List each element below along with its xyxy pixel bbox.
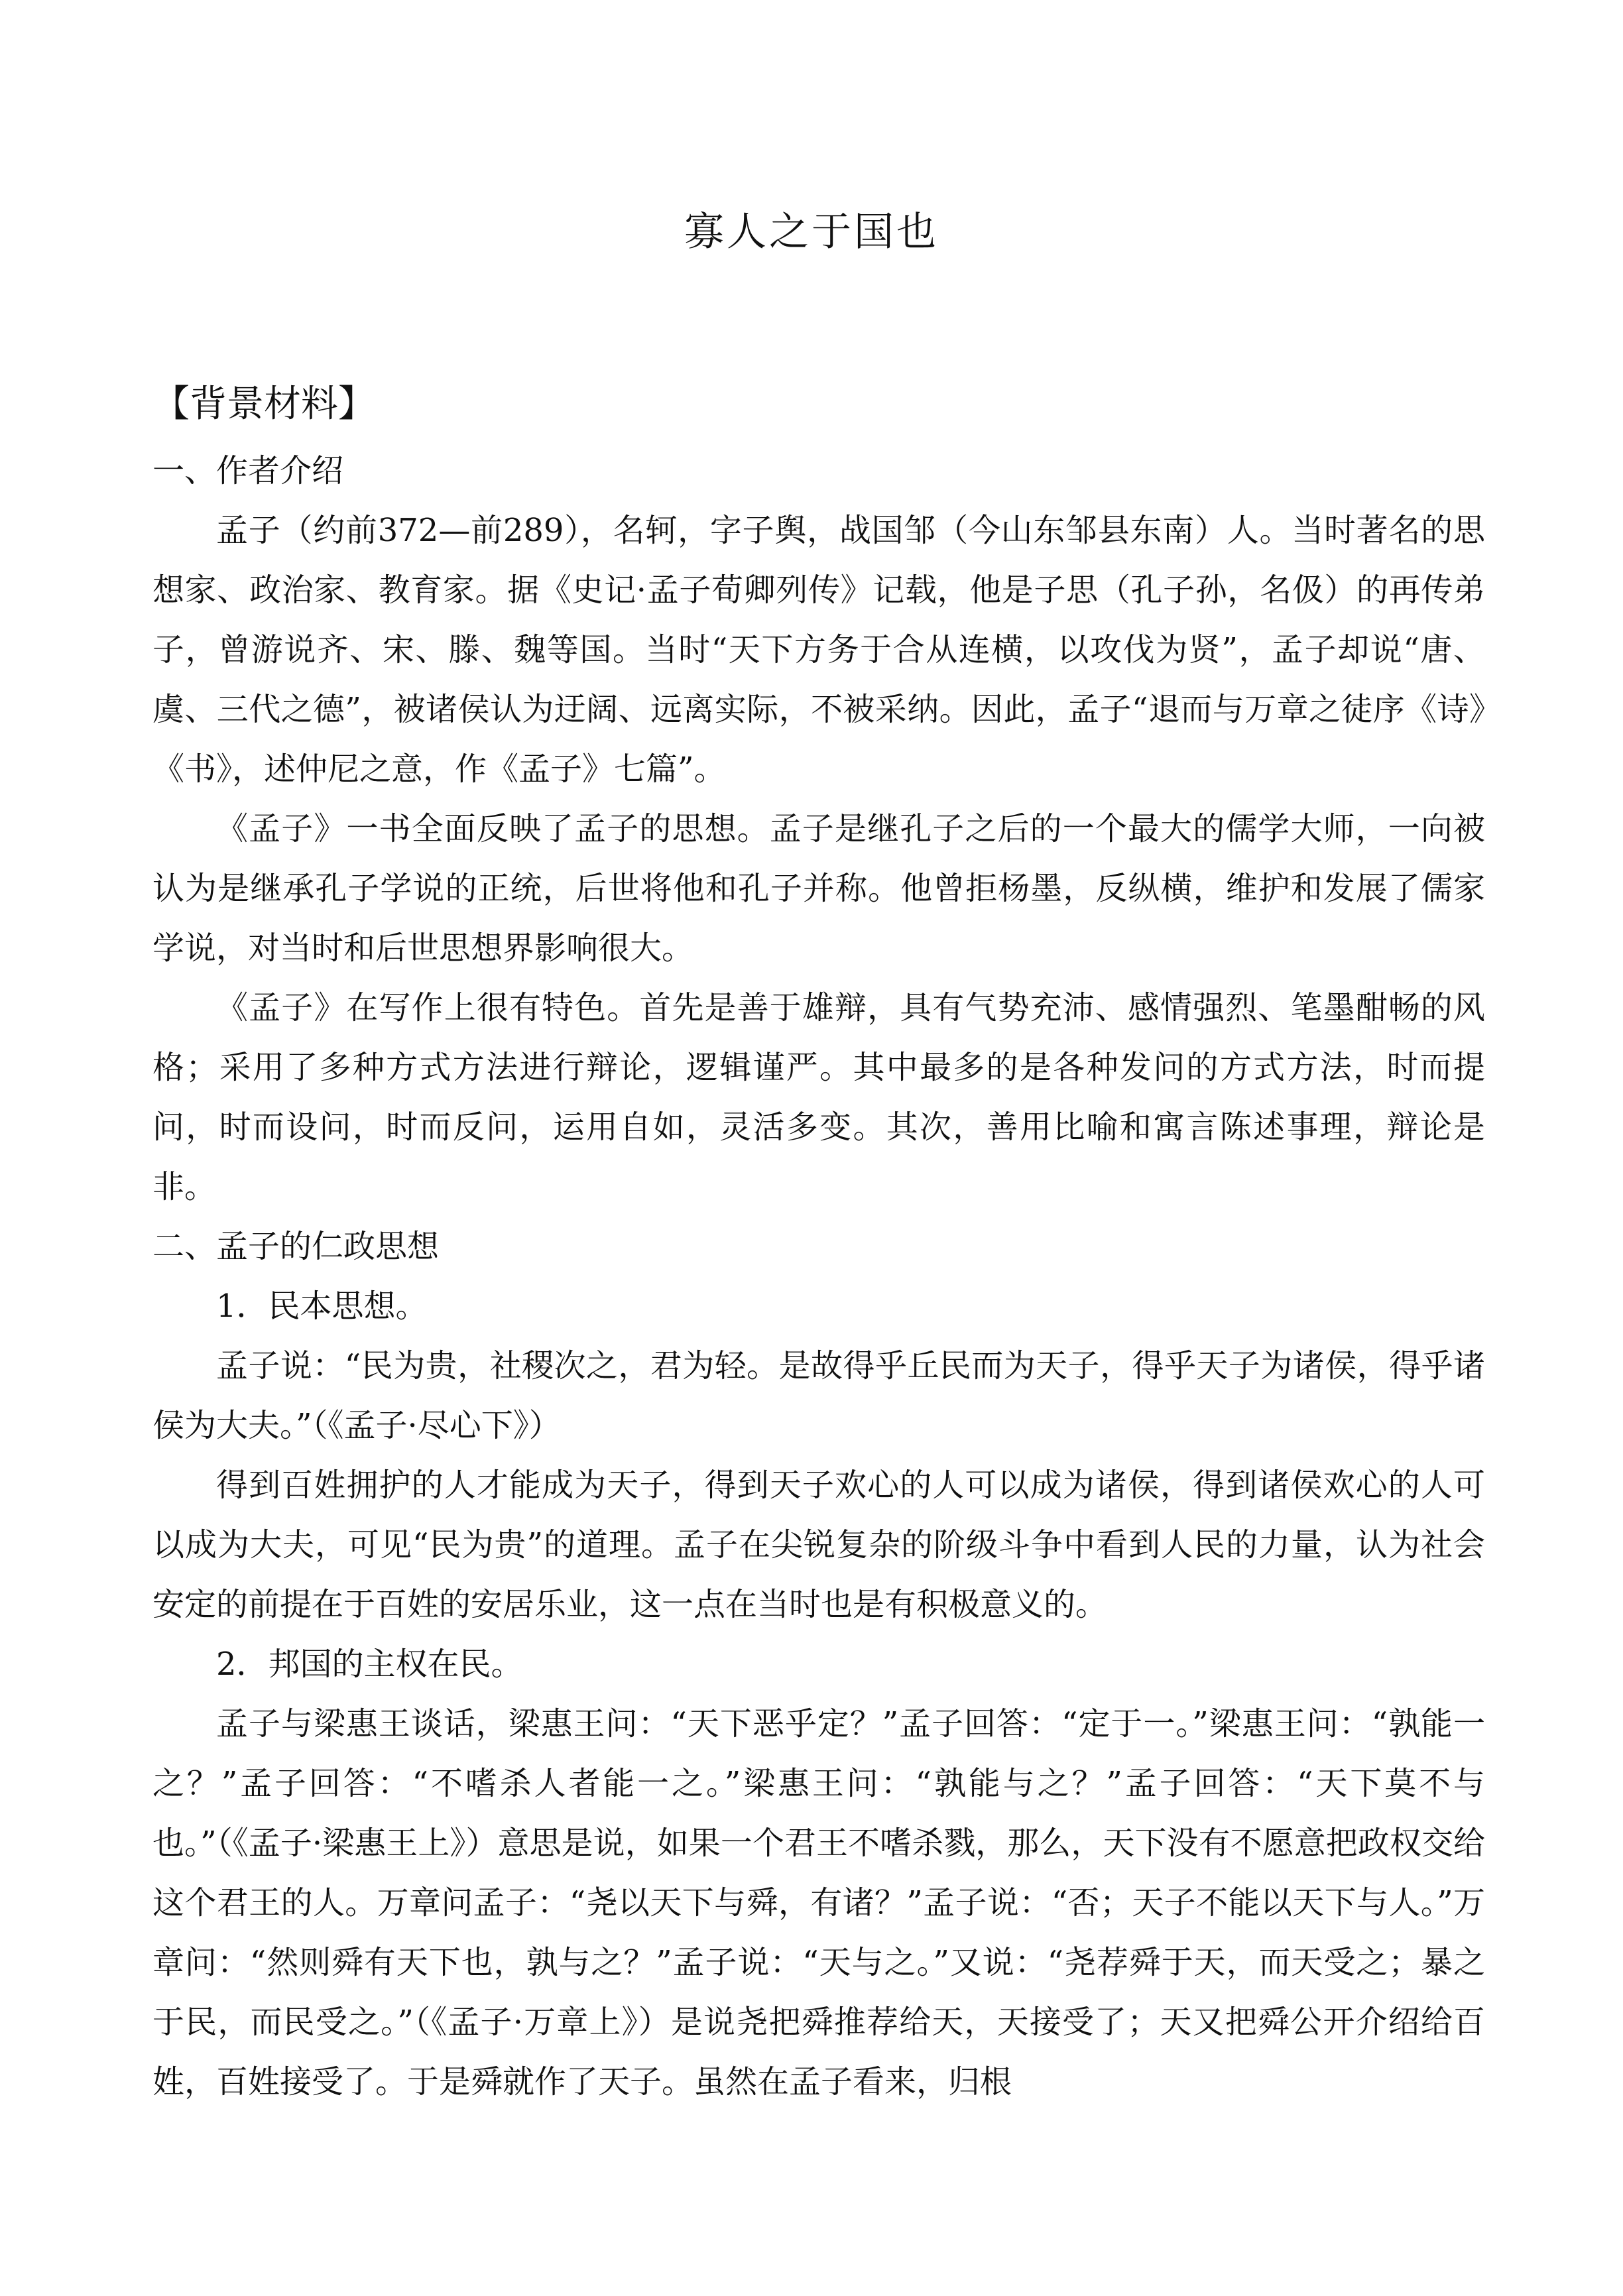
paragraph-people-explanation: 得到百姓拥护的人才能成为天子，得到天子欢心的人可以成为诸侯，得到诸侯欢心的人可以成为大夫，可见“民为贵”的道理。孟子在尖锐复杂的阶级斗争中看到人民的力量，认为社会安定的前提在于百姓的安居乐业，这一点在当时也是有积极意义的。 <box>152 1467 1485 1623</box>
section-heading-author: 一、作者介绍 <box>152 452 344 489</box>
section-heading-benevolent-government: 二、孟子的仁政思想 <box>152 1228 440 1265</box>
document-title: 寡人之于国也 <box>684 209 939 255</box>
paragraph-people-quote: 孟子说：“民为贵，社稷次之，君为轻。是故得乎丘民而为天子，得乎天子为诸侯，得乎诸侯为大夫。”（《孟子·尽心下》） <box>152 1347 1485 1444</box>
document-body <box>152 368 1485 2112</box>
paragraph-author-intro: 孟子（约前372—前289），名轲，字子舆，战国邹（今山东邹县东南）人。当时著名的思想家、政治家、教育家。据《史记·孟子荀卿列传》记载，他是子思（孔子孙，名伋）的再传弟子，曾游说齐、宋、滕、魏等国。当时“天下方务于合从连横，以攻伐为贤”，孟子却说“唐、虞、三代之德”，被诸侯认为迂阔、远离实际，不被采纳。因此，孟子“退而与万章之徒序《诗》《书》，述仲尼之意，作《孟子》七篇”。 <box>152 512 1485 788</box>
paragraph-writing-style: 《孟子》在写作上很有特色。首先是善于雄辩，具有气势充沛、感情强烈、笔墨酣畅的风格；采用了多种方式方法进行辩论，逻辑谨严。其中最多的是各种发问的方式方法，时而提问，时而设问，时而反问，运用自如，灵活多变。其次，善用比喻和寓言陈述事理，辩论是非。 <box>152 989 1485 1205</box>
background-heading: 【背景材料】 <box>152 383 375 426</box>
sub-heading-sovereignty: 2．邦国的主权在民。 <box>216 1646 523 1683</box>
paragraph-mencius-book: 《孟子》一书全面反映了孟子的思想。孟子是继孔子之后的一个最大的儒学大师，一向被认为是继承孔子学说的正统，后世将他和孔子并称。他曾拒杨墨，反纵横，维护和发展了儒家学说，对当时和后世思想界影响很大。 <box>152 810 1485 967</box>
paragraph-sovereignty-dialogue: 孟子与梁惠王谈话，梁惠王问：“天下恶乎定？”孟子回答：“定于一。”梁惠王问：“孰能一之？”孟子回答：“不嗜杀人者能一之。”梁惠王问：“孰能与之？”孟子回答：“天下莫不与也。”（《孟子·梁惠王上》）意思是说，如果一个君王不嗜杀戮，那么，天下没有不愿意把政权交给这个君王的人。万章问孟子：“尧以天下与舜，有诸？”孟子说：“否；天子不能以天下与人。”万章问：“然则舜有天下也，孰与之？”孟子说：“天与之。”又说：“尧荐舜于天，而天受之；暴之于民，而民受之。”（《孟子·万章上》）是说尧把舜推荐给天，天接受了；天又把舜公开介绍给百姓，百姓接受了。于是舜就作了天子。虽然在孟子看来，归根 <box>152 1705 1485 2100</box>
sub-heading-people-first: 1．民本思想。 <box>216 1288 428 1325</box>
